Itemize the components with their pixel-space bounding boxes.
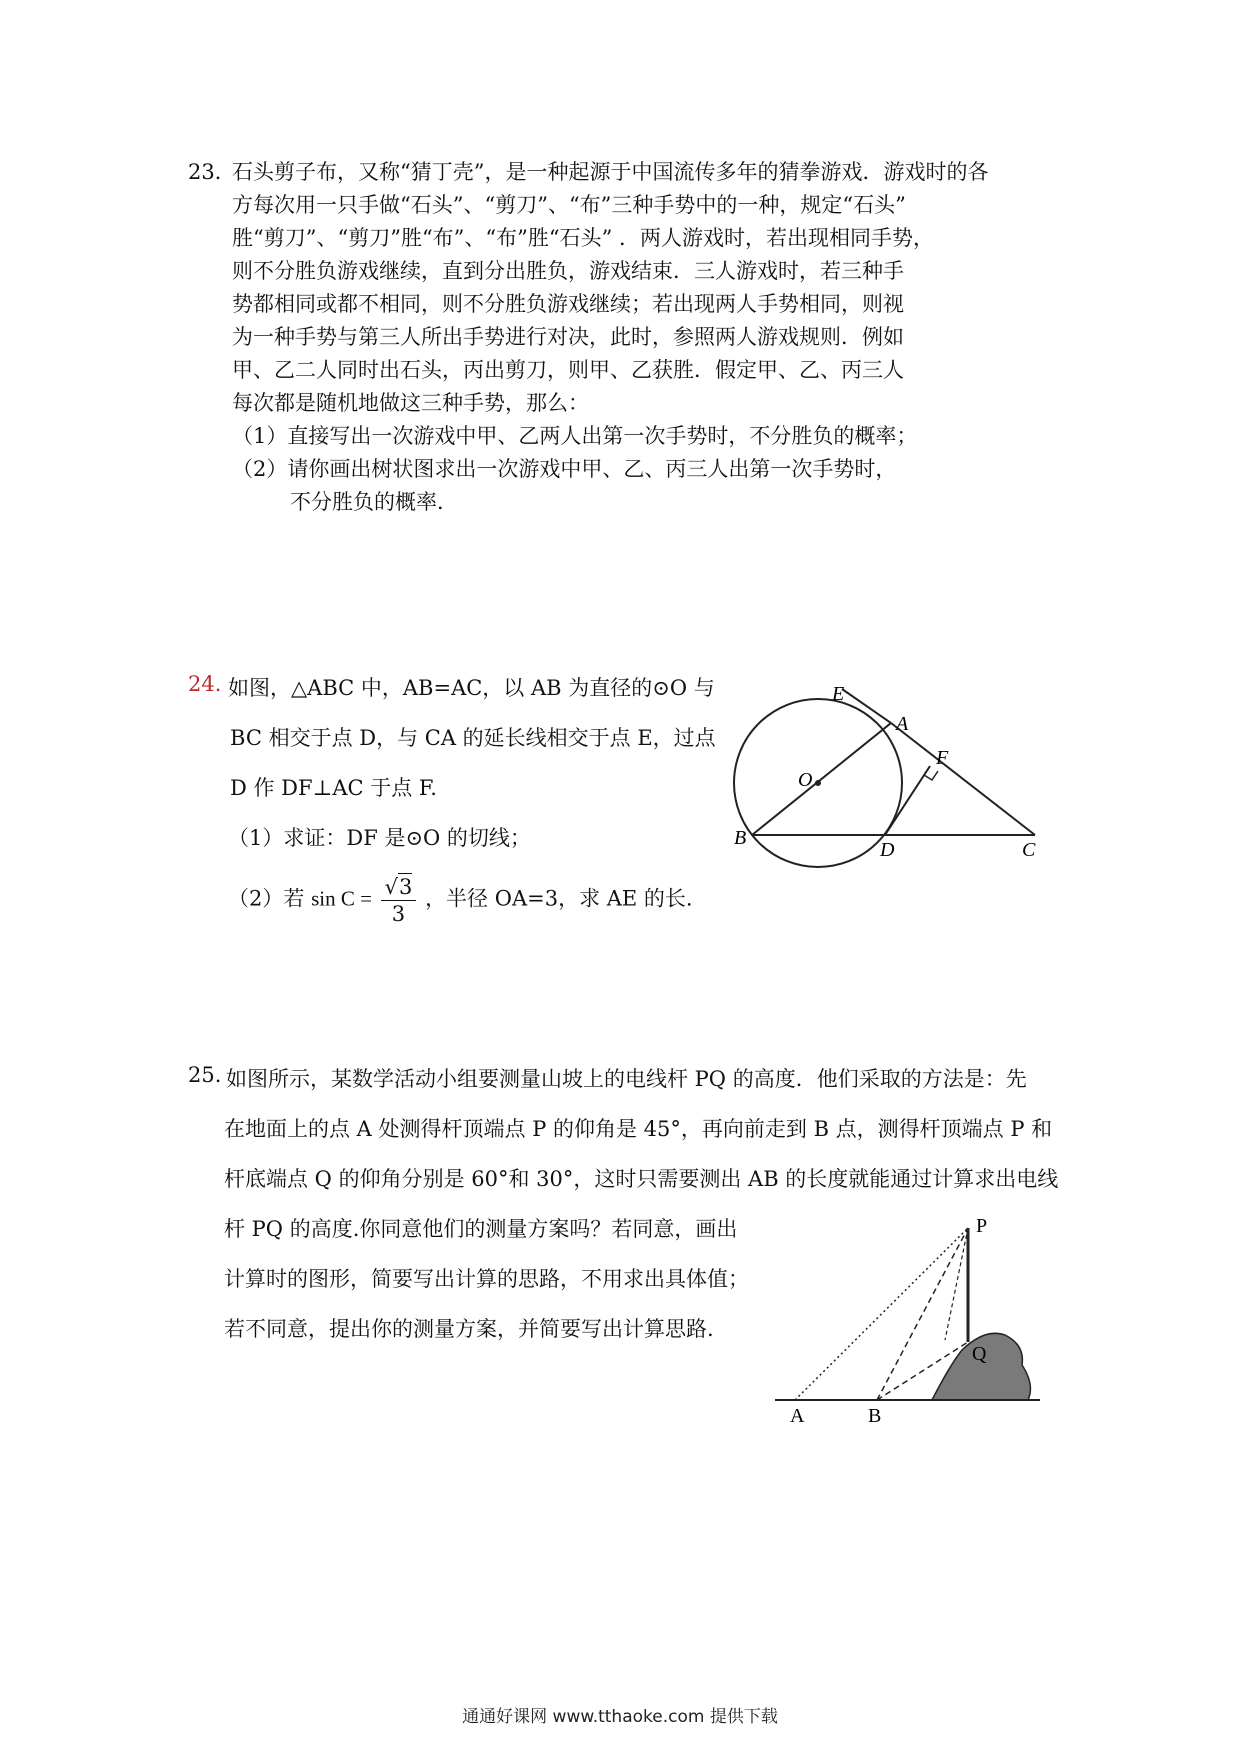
q24-line-3: D 作 DF⊥AC 于点 F.: [230, 776, 437, 800]
segment-ac: [891, 723, 1035, 835]
label-d: D: [880, 839, 895, 861]
label-c: C: [1022, 839, 1036, 861]
q23-line-1: 石头剪子布，又称“猜丁壳”，是一种起源于中国流传多年的猜拳游戏．游戏时的各: [232, 160, 989, 184]
page-footer: 通通好课网 www.tthaoke.com 提供下载: [462, 1707, 778, 1727]
fraction-denominator: 3: [391, 902, 406, 926]
label-b-ground: B: [868, 1405, 882, 1425]
sqrt3-over-3-fraction: $\frac{√3}{3}$: [381, 873, 417, 927]
q24-part-1: （1）求证：DF 是⊙O 的切线；: [228, 826, 531, 850]
q23-part-2: （2）请你画出树状图求出一次游戏中甲、乙、丙三人出第一次手势时，: [232, 457, 897, 481]
helper-line: [945, 1228, 968, 1340]
q25-number: 25.: [188, 1063, 222, 1087]
q24-line-2: BC 相交于点 D，与 CA 的延长线相交于点 E，过点: [230, 726, 716, 750]
q25-line-6: 若不同意，提出你的测量方案，并简要写出计算思路.: [224, 1317, 714, 1341]
label-e: E: [832, 683, 845, 705]
segment-ba: [752, 723, 891, 835]
label-o: O: [798, 769, 813, 791]
label-q: Q: [972, 1343, 987, 1365]
label-b: B: [734, 827, 747, 849]
q23-line-7: 甲、乙二人同时出石头，丙出剪刀，则甲、乙获胜．假定甲、乙、丙三人: [232, 358, 904, 382]
figure-25-pole-on-hill: [770, 1205, 1050, 1425]
q25-line-4: 杆 PQ 的高度.你同意他们的测量方案吗？若同意，画出: [224, 1217, 738, 1241]
fraction-numerator: 3: [399, 875, 413, 899]
q23-line-6: 为一种手势与第三人所出手势进行对决，此时，参照两人游戏规则．例如: [232, 325, 904, 349]
q23-part-2-cont: 不分胜负的概率．: [290, 490, 458, 514]
q24-part-2: [228, 873, 693, 927]
q24-part-2-suffix: ，半径 OA=3，求 AE 的长.: [425, 886, 693, 911]
q24-number: 24.: [188, 672, 222, 696]
q23-line-4: 则不分胜负游戏继续，直到分出胜负，游戏结束．三人游戏时，若三种手: [232, 259, 904, 283]
sight-line-ap: [795, 1228, 968, 1400]
figure-24-circle-triangle: [720, 670, 1050, 870]
q23-line-8: 每次都是随机地做这三种手势，那么：: [232, 391, 589, 415]
sin-c-expression: sin C =: [311, 886, 372, 911]
q24-line-1: 如图，△ABC 中，AB=AC，以 AB 为直径的⊙O 与: [228, 676, 715, 700]
q24-part-2-prefix: （2）若: [228, 886, 305, 911]
q23-number: 23．: [188, 160, 236, 184]
q23-line-5: 势都相同或都不相同，则不分胜负游戏继续；若出现两人手势相同，则视: [232, 292, 904, 316]
label-a-ground: A: [790, 1405, 805, 1425]
label-f: F: [936, 747, 949, 769]
q23-part-1: （1）直接写出一次游戏中甲、乙两人出第一次手势时，不分胜负的概率；: [232, 424, 918, 448]
q25-line-2: 在地面上的点 A 处测得杆顶端点 P 的仰角是 45°，再向前走到 B 点，测得杆顶端点 P 和: [224, 1117, 1053, 1141]
q23-line-2: 方每次用一只手做“石头”、“剪刀”、“布”三种手势中的一种，规定“石头”: [232, 193, 906, 217]
q25-line-5: 计算时的图形，简要写出计算的思路，不用求出具体值；: [224, 1267, 749, 1291]
label-a: A: [896, 713, 909, 735]
segment-df: [885, 766, 930, 835]
q23-line-3: 胜“剪刀”、“剪刀”胜“布”、“布”胜“石头” ．两人游戏时，若出现相同手势，: [232, 226, 935, 250]
center-point-o: [815, 780, 821, 786]
label-p: P: [976, 1215, 988, 1237]
q25-line-3: 杆底端点 Q 的仰角分别是 60°和 30°，这时只需要测出 AB 的长度就能通过计算求出电线: [224, 1167, 1059, 1191]
q25-line-1: 如图所示，某数学活动小组要测量山坡上的电线杆 PQ 的高度．他们采取的方法是：先: [226, 1067, 1027, 1091]
